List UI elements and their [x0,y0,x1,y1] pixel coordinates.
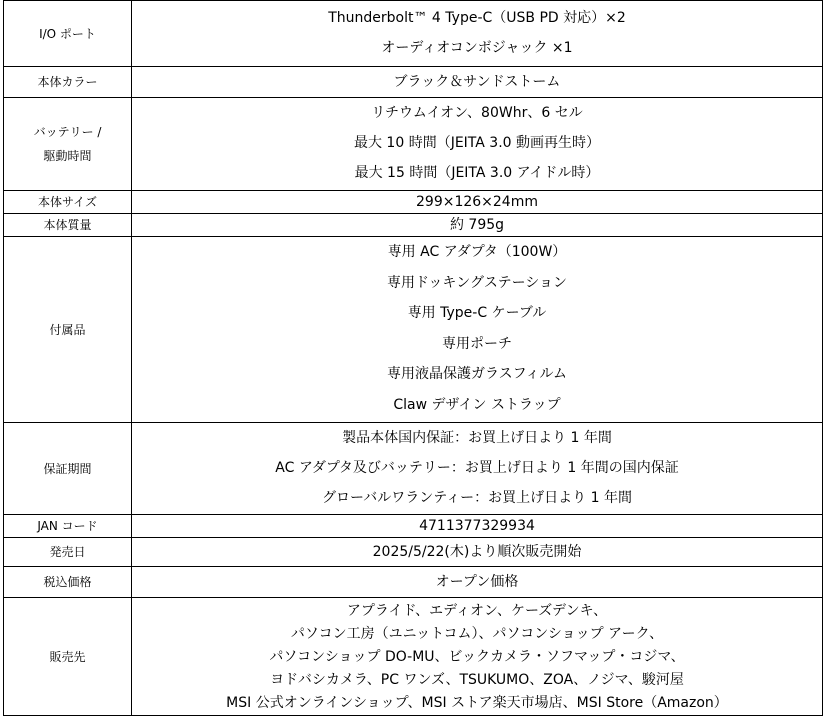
row-body-color [4,67,823,98]
value-line: 約 795g [449,217,505,233]
row-battery [4,98,823,191]
row-value [132,423,823,515]
value-line: 製品本体国内保証：お買上げ日より 1 年間 [342,430,612,446]
row-label [4,515,132,538]
label-text: 発売日 [49,545,86,559]
row-value [132,98,823,191]
row-value [132,567,823,598]
value-line: リチウムイオン、80Whr、6 セル [371,105,583,121]
row-price [4,567,823,598]
label-text: 駆動時間 [43,149,92,163]
row-body-size [4,191,823,214]
row-jan-code [4,515,823,538]
value-line: 専用液晶保護ガラスフィルム [387,366,567,382]
value-line: パソコンショップ DO-MU、ビックカメラ・ソフマップ・コジマ、 [269,649,685,665]
value-line: 専用 AC アダプタ（100W） [387,244,567,260]
value-line: オープン価格 [435,574,519,590]
value-line: 専用ドッキングステーション [386,274,568,291]
row-warranty [4,423,823,515]
row-body-weight [4,214,823,237]
value-line: Thunderbolt™ 4 Type-C（USB PD 対応）×2 [328,10,626,26]
row-value [132,598,823,716]
row-label [4,598,132,716]
value-line: パソコン工房（ユニットコム）、パソコンショップ アーク、 [290,626,664,642]
label-text: I/O ポート [39,26,96,41]
label-text: 保証期間 [43,461,92,476]
value-line: 299×126×24mm [416,194,538,210]
row-label [4,567,132,598]
value-line: 2025/5/22(木)より順次販売開始 [372,544,582,560]
row-label [4,98,132,191]
row-label [4,1,132,67]
row-label [4,214,132,237]
spec-table [3,0,823,716]
row-value [132,1,823,67]
row-value [132,67,823,98]
value-line: オーディオコンボジャック ×1 [381,40,573,56]
value-line: AC アダプタ及びバッテリー：お買上げ日より 1 年間の国内保証 [275,460,679,476]
row-label [4,67,132,98]
row-label [4,191,132,214]
label-text: 販売先 [49,649,86,664]
row-label [4,237,132,423]
value-line: ブラック＆サンドストーム [393,74,561,90]
value-line: 最大 10 時間（JEITA 3.0 動画再生時） [353,135,601,151]
label-text: 本体質量 [43,218,92,232]
value-line: 専用 Type-C ケーブル [407,305,547,321]
row-io-ports [4,1,823,67]
row-label [4,423,132,515]
label-text: バッテリー / [33,125,102,139]
row-release-date [4,538,823,567]
label-text: 本体サイズ [37,195,98,209]
row-value [132,538,823,567]
row-value [132,515,823,538]
value-line: ヨドバシカメラ、PC ワンズ、TSUKUMO、ZOA、ノジマ、駿河屋 [270,672,684,688]
label-text: 本体カラー [37,75,98,89]
value-line: アプライド、エディオン、ケーズデンキ、 [346,603,608,619]
value-line: MSI 公式オンラインショップ、MSI ストア楽天市場店、MSI Store（Amazon） [226,695,728,711]
value-line: Claw デザイン ストラップ [393,396,561,413]
row-retailers [4,598,823,716]
label-text: 付属品 [49,322,86,337]
row-value [132,237,823,423]
value-line: 専用ポーチ [442,335,512,352]
row-accessories [4,237,823,423]
label-text: 税込価格 [43,575,92,589]
value-line: 最大 15 時間（JEITA 3.0 アイドル時） [354,165,600,181]
value-line: グローバルワランティー：お買上げ日より 1 年間 [322,490,632,506]
value-line: 4711377329934 [419,518,535,534]
label-text: JAN コード [37,519,98,533]
row-label [4,538,132,567]
row-value [132,191,823,214]
row-value [132,214,823,237]
